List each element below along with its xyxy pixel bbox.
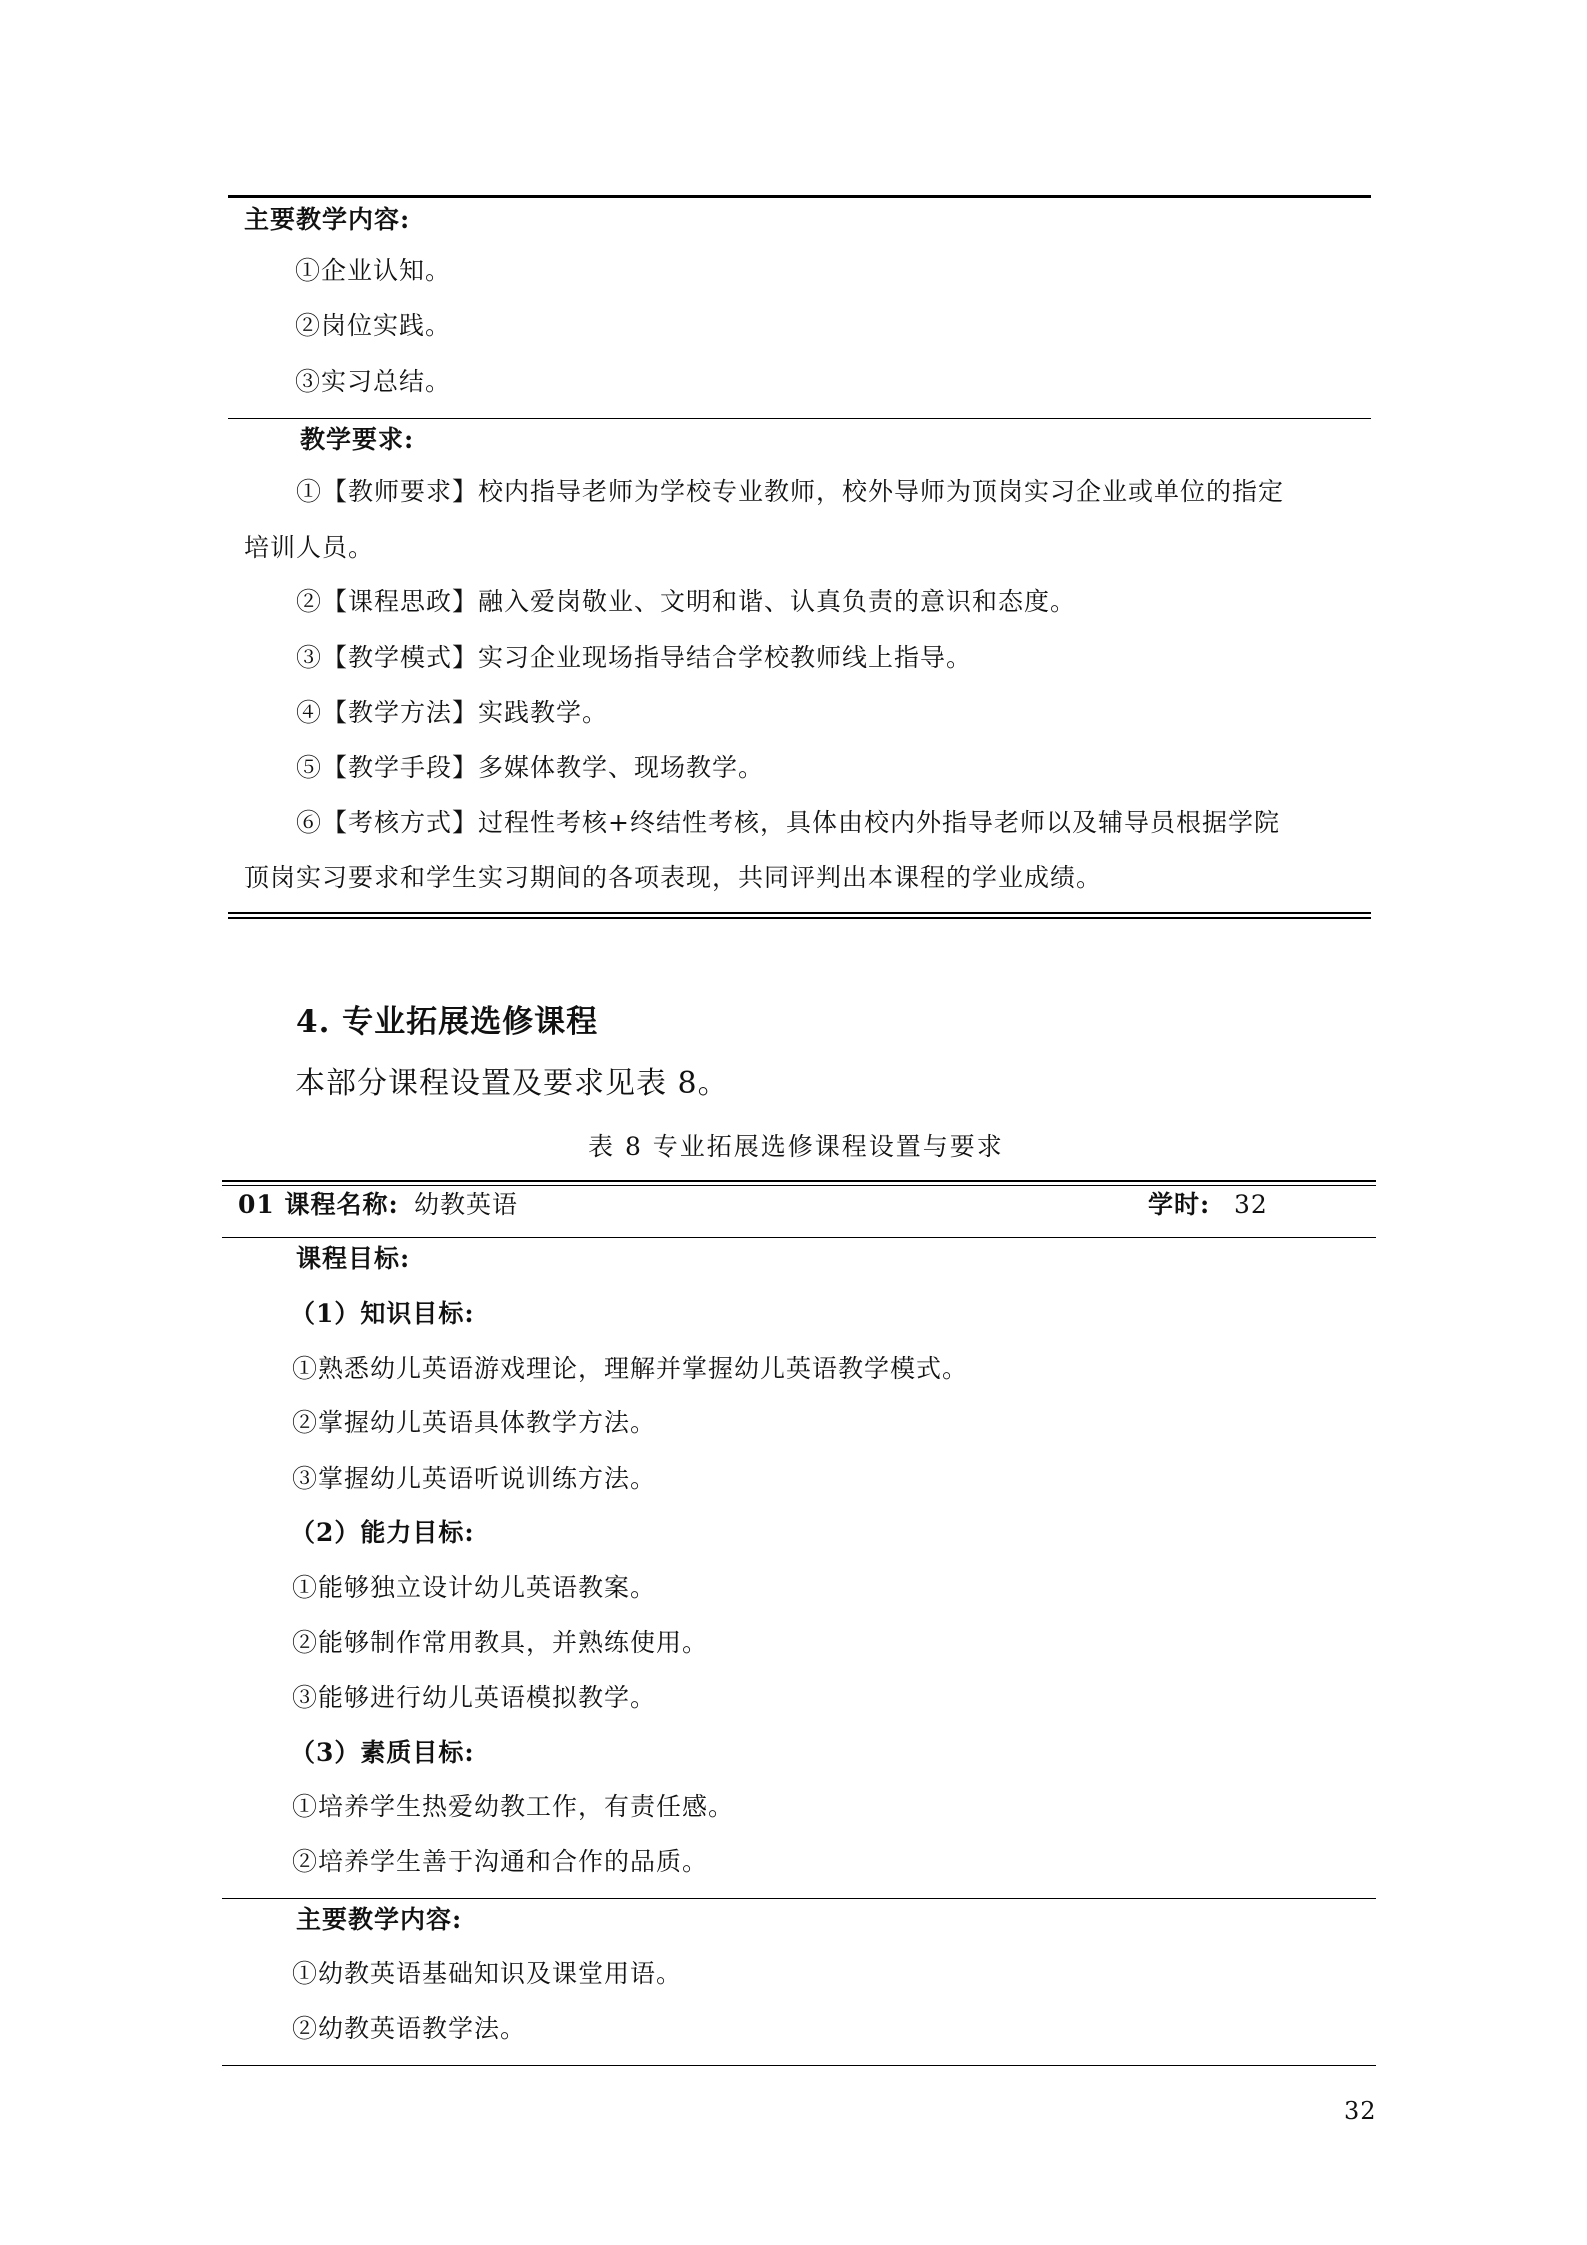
course-name-value: 幼教英语 [414, 1190, 519, 1219]
table8-content-item-1: ①幼教英语基础知识及课堂用语。 [292, 1959, 683, 1988]
knowledge-item-1: ①熟悉幼儿英语游戏理论，理解并掌握幼儿英语教学模式。 [292, 1354, 969, 1383]
table8-content-heading: 主要教学内容: [296, 1905, 463, 1934]
quality-item-1: ①培养学生热爱幼教工作，有责任感。 [292, 1792, 735, 1821]
hours-value: 32 [1234, 1190, 1268, 1219]
table8-top-rule-2 [222, 1185, 1376, 1186]
requirement-1-line-1: ①【教师要求】校内指导老师为学校专业教师，校外导师为顶岗实习企业或单位的指定 [296, 477, 1285, 506]
table8-middle-rule [222, 1898, 1376, 1899]
table7-content-item-3: ③实习总结。 [295, 367, 452, 396]
knowledge-heading: （1）知识目标: [290, 1299, 475, 1328]
requirement-6-line-2: 顶岗实习要求和学生实习期间的各项表现，共同评判出本课程的学业成绩。 [244, 863, 1103, 892]
section-heading: 4. 专业拓展选修课程 [296, 1004, 599, 1040]
table7-bottom-rule-2 [228, 917, 1371, 919]
ability-item-3: ③能够进行幼儿英语模拟教学。 [292, 1683, 657, 1712]
table7-top-rule [228, 195, 1371, 198]
course-name-label: 01 课程名称: [238, 1190, 399, 1219]
table8-header-rule [222, 1237, 1376, 1238]
requirement-6-line-1: ⑥【考核方式】过程性考核+终结性考核，具体由校内外指导老师以及辅导员根据学院 [296, 808, 1280, 837]
knowledge-item-3: ③掌握幼儿英语听说训练方法。 [292, 1464, 657, 1493]
ability-item-1: ①能够独立设计幼儿英语教案。 [292, 1573, 657, 1602]
table7-content-heading: 主要教学内容: [244, 205, 411, 234]
table7-content-item-1: ①企业认知。 [295, 256, 452, 285]
table8-top-rule-1 [222, 1180, 1376, 1182]
table7-bottom-rule-1 [228, 912, 1371, 914]
table8-content-item-2: ②幼教英语教学法。 [292, 2014, 527, 2043]
knowledge-item-2: ②掌握幼儿英语具体教学方法。 [292, 1408, 657, 1437]
requirement-5: ⑤【教学手段】多媒体教学、现场教学。 [296, 753, 765, 782]
ability-item-2: ②能够制作常用教具，并熟练使用。 [292, 1628, 709, 1657]
table8-caption: 表 8 专业拓展选修课程设置与要求 [588, 1132, 1004, 1161]
quality-item-2: ②培养学生善于沟通和合作的品质。 [292, 1847, 709, 1876]
table8-bottom-rule [222, 2065, 1376, 2066]
requirement-2: ②【课程思政】融入爱岗敬业、文明和谐、认真负责的意识和态度。 [296, 587, 1077, 616]
goals-heading: 课程目标: [296, 1244, 411, 1273]
ability-heading: （2）能力目标: [290, 1518, 475, 1547]
table7-content-item-2: ②岗位实践。 [295, 311, 452, 340]
quality-heading: （3）素质目标: [290, 1738, 475, 1767]
requirement-3: ③【教学模式】实习企业现场指导结合学校教师线上指导。 [296, 643, 973, 672]
requirement-4: ④【教学方法】实践教学。 [296, 698, 609, 727]
hours-label: 学时: [1148, 1190, 1211, 1219]
requirement-1-line-2: 培训人员。 [244, 533, 375, 562]
table7-middle-rule [228, 418, 1371, 419]
page-number: 32 [1344, 2097, 1377, 2125]
table7-requirements-heading: 教学要求: [300, 425, 415, 454]
section-intro: 本部分课程设置及要求见表 8。 [295, 1066, 729, 1101]
